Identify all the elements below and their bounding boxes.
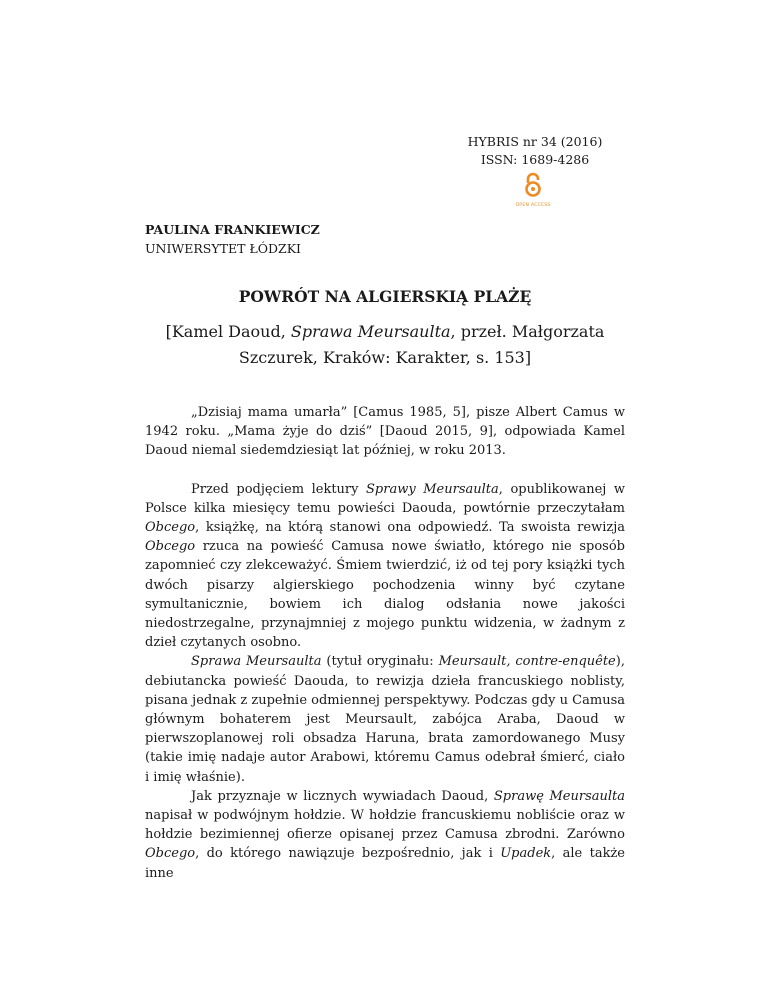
ref-author: [Kamel Daoud, [165,322,291,341]
ref-details: , przeł. Małgorzata Szczurek, Kraków: Karakter, s. 153] [238,322,605,367]
text: rzuca na powieść Camusa nowe światło, którego nie sposób zapomnieć czy zlekceważyć. Śmiem twierdzić, iż od tej pory książki tych dwóch pisarzy algierskiego pochodzenia winny być czytane symultanicznie, bowiem ich dialog odsłania nowe jakości niedostrzegalne, przynajmniej z mojego punktu widzenia, w żadnym z dzieł czytanych osobno. [145,539,625,651]
text: , ale także inne [145,846,625,881]
paragraph-2 [145,480,625,653]
author-affiliation: UNIWERSYTET ŁÓDZKI [145,241,301,256]
text: Przed podjęciem lektury [191,481,367,497]
text: Jak przyznaje w licznych wywiadach Daoud, [191,788,494,804]
italic-title: Upadek [500,846,552,862]
book-reference [145,319,625,371]
author-block [145,220,320,258]
article-body [145,403,625,883]
open-access-logo [505,172,561,208]
paragraph-4 [145,787,625,883]
italic-title: Sprawa Meursaulta [191,654,322,670]
author-name: PAULINA FRANKIEWICZ [145,222,320,237]
open-access-icon [523,172,543,198]
text: , do którego nawiązuje bezpośrednio, jak i [195,846,501,862]
article-title: POWRÓT NA ALGIERSKIĄ PLAŻĘ [238,287,532,306]
paragraph-1: „Dzisiaj mama umarła” [Camus 1985, 5], pisze Albert Camus w 1942 roku. „Mama żyje do dziś” [Daoud 2015, 9], odpowiada Kamel Daoud niemal siedemdziesiąt lat później, w roku 2013. [145,405,625,459]
text: , książkę, na którą stanowi ona odpowiedź. Ta swoista rewizja [195,520,625,536]
italic-title: Sprawę Meursaulta [493,788,626,804]
italic-title: Obcego [145,846,196,862]
paragraph-3 [145,652,625,786]
open-access-label: OPEN ACCESS [515,203,551,208]
issn: ISSN: 1689-4286 [480,152,590,167]
text: , opublikowanej w Polsce kilka miesięcy temu powieści Daouda, powtórnie przeczytałam [145,481,625,516]
text: ), debiutancka powieść Daouda, to rewizja dzieła francuskiego noblisty, pisana jednak z zupełnie odmiennej perspektywy. Podczas gdy u Camusa głównym bohaterem jest Meursault, zabójca Araba, Daoud w pierwszoplanowej roli obsadza Haruna, brata zamordowanego Musy (takie imię nadaje autor Arabowi, któremu Camus odebrał śmierć, ciało i imię właśnie). [145,654,625,785]
italic-title: Meursault, contre-enquête [438,654,616,670]
italic-title: Obcego [145,539,196,555]
text: napisał w podwójnym hołdzie. W hołdzie francuskiemu nobliście oraz w hołdzie bezimiennej ofierze opisanej przez Camusa zbrodni. Zarówno [145,808,625,843]
italic-title: Obcego [145,520,196,536]
journal-issue: HYBRIS nr 34 (2016) [467,134,603,149]
text: (tytuł oryginału: [321,654,439,670]
journal-header [430,133,640,169]
ref-book-title: Sprawa Meursaulta [290,322,451,341]
italic-title: Sprawy Meursaulta [366,481,499,497]
